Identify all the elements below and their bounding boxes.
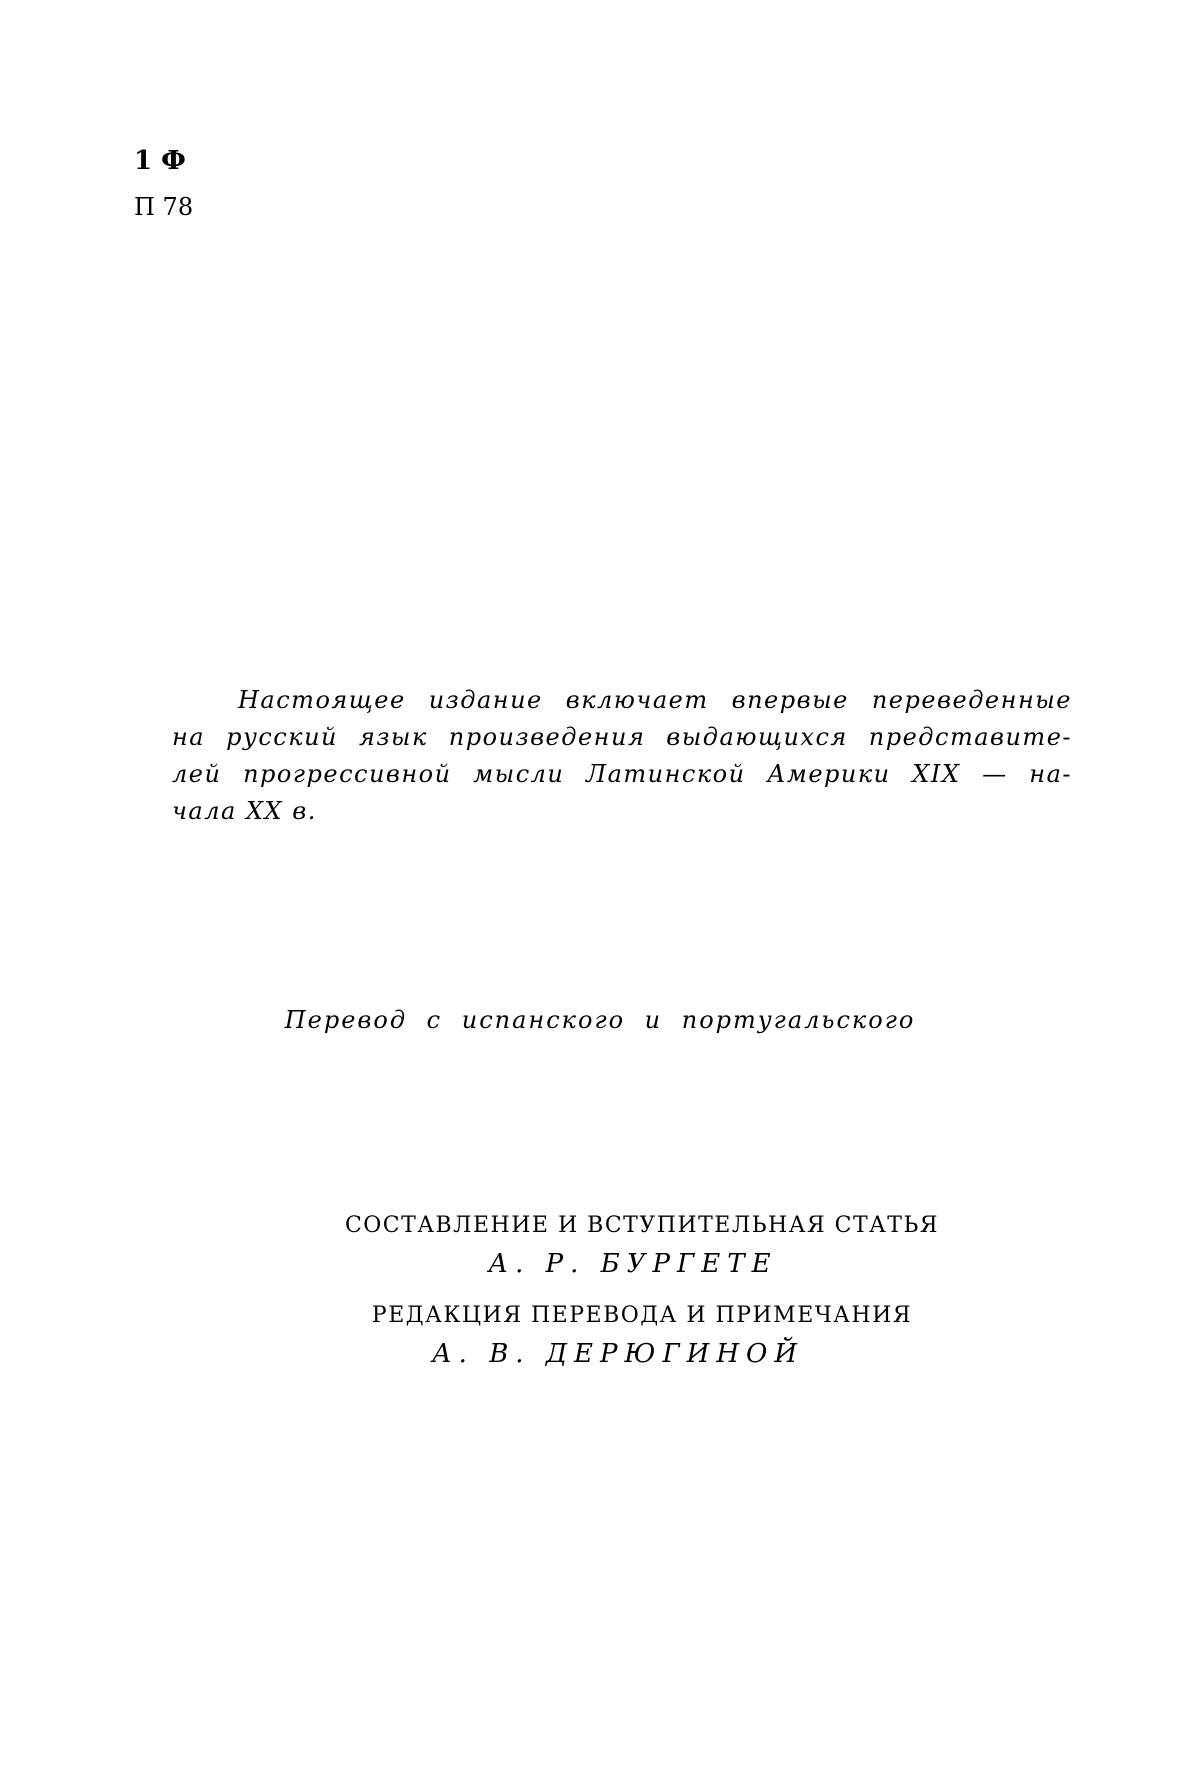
editing-heading: РЕДАКЦИЯ ПЕРЕВОДА И ПРИМЕЧАНИЯ xyxy=(371,1303,913,1328)
translation-note: Перевод с испанского и португальского xyxy=(284,1006,916,1034)
annotation-line-4: чала XX в. xyxy=(172,797,317,825)
catalog-codes xyxy=(134,138,193,230)
editing-credit xyxy=(0,1298,1200,1374)
catalog-code-2: П 78 xyxy=(134,193,194,221)
annotation-line-3: лей прогрессивной мысли Латинской Америки XIX — на- xyxy=(172,760,1072,788)
catalog-code-1: 1 Ф xyxy=(134,146,186,176)
credits xyxy=(0,1208,1200,1374)
compilation-heading: СОСТАВЛЕНИЕ И ВСТУПИТЕЛЬНАЯ СТАТЬЯ xyxy=(344,1213,940,1238)
editor-name: А. В. ДЕРЮГИНОЙ xyxy=(431,1339,805,1369)
annotation-line-1: Настоящее издание включает впервые переведенные xyxy=(238,686,1072,714)
annotation-paragraph xyxy=(172,682,1072,830)
compiler-name: А. Р. БУРГЕТЕ xyxy=(488,1249,778,1279)
compilation-credit xyxy=(0,1208,1200,1284)
annotation-line-2: на русский язык произведения выдающихся представите- xyxy=(172,723,1072,751)
